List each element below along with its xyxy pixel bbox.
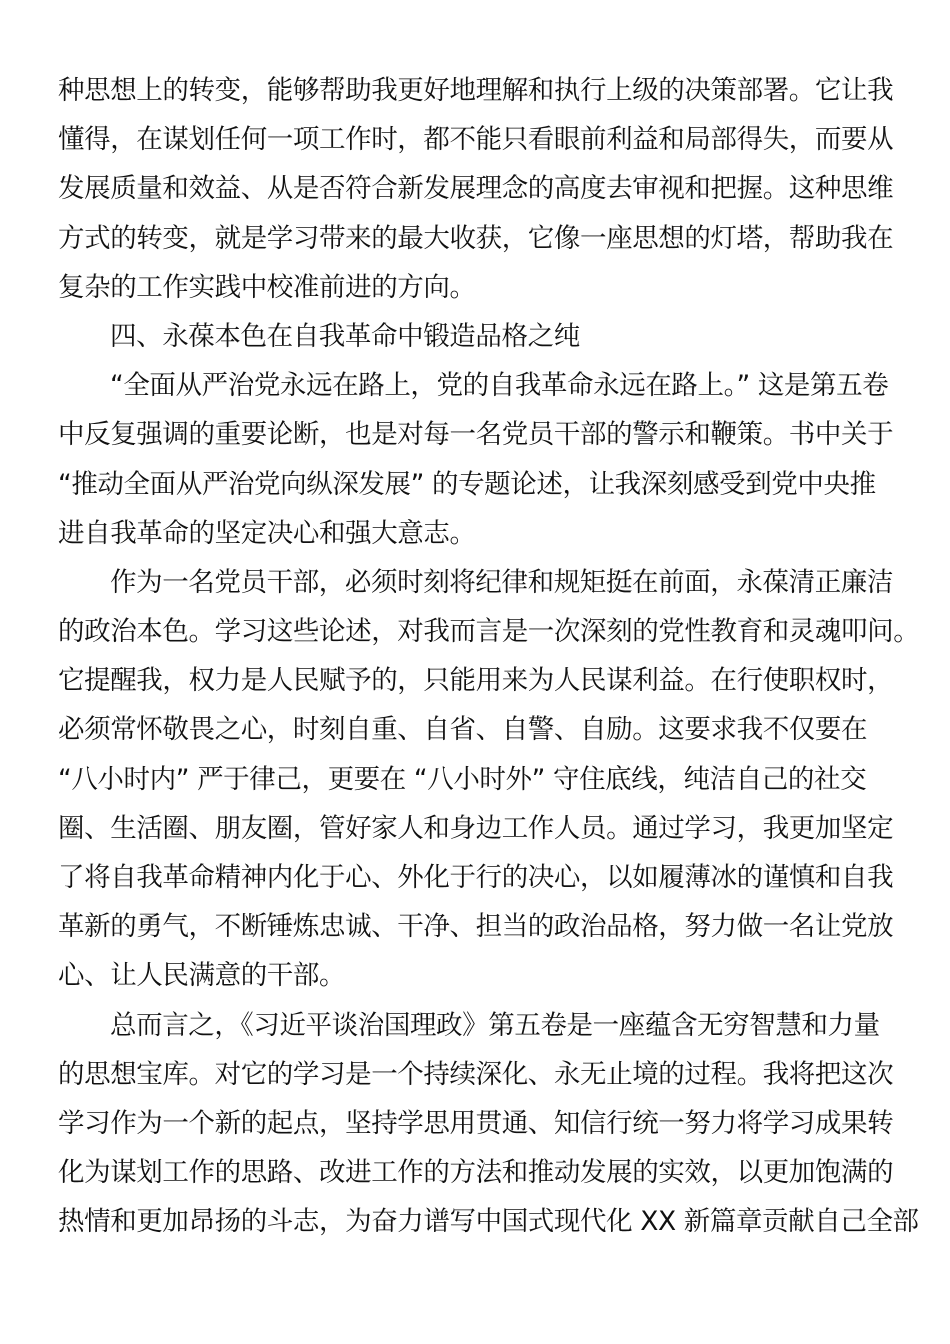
section-heading: 四、永葆本色在自我革命中锻造品格之纯 (110, 320, 580, 352)
document-body (58, 66, 920, 1247)
paragraph-line: 心、让人民满意的干部。 (58, 960, 346, 992)
paragraph-line: “推动全面从严治党向纵深发展” 的专题论述，让我深刻感受到党中央推 (58, 468, 876, 500)
paragraph-line: 它提醒我，权力是人民赋予的，只能用来为人民谋利益。在行使职权时， (58, 665, 894, 697)
paragraph-line: “全面从严治党永远在路上，党的自我革命永远在路上。” 这是第五卷 (110, 370, 889, 402)
paragraph-line: 的思想宝库。对它的学习是一个持续深化、永无止境的过程。我将把这次 (58, 1058, 894, 1090)
paragraph-line: 的政治本色。学习这些论述，对我而言是一次深刻的党性教育和灵魂叩问。 (58, 616, 920, 648)
paragraph-line: 复杂的工作实践中校准前进的方向。 (58, 271, 476, 303)
paragraph-line: 懂得，在谋划任何一项工作时，都不能只看眼前利益和局部得失，而要从 (58, 124, 894, 156)
paragraph-line: 中反复强调的重要论断，也是对每一名党员干部的警示和鞭策。书中关于 (58, 419, 894, 451)
paragraph-line: 革新的勇气，不断锤炼忠诚、干净、担当的政治品格，努力做一名让党放 (58, 911, 894, 943)
paragraph-line: 进自我革命的坚定决心和强大意志。 (58, 517, 476, 549)
paragraph-line: 发展质量和效益、从是否符合新发展理念的高度去审视和把握。这种思维 (58, 173, 894, 205)
paragraph-line: 了将自我革命精神内化于心、外化于行的决心，以如履薄冰的谨慎和自我 (58, 862, 894, 893)
paragraph-line: 作为一名党员干部，必须时刻将纪律和规矩挺在前面，永葆清正廉洁 (110, 566, 893, 598)
paragraph-line: “八小时内” 严于律己，更要在 “八小时外” 守住底线，纯洁自己的社交 (58, 763, 867, 795)
paragraph-line: 圈、生活圈、朋友圈，管好家人和身边工作人员。通过学习，我更加坚定 (58, 812, 894, 844)
paragraph-line: 学习作为一个新的起点，坚持学思用贯通、知信行统一努力将学习成果转 (58, 1107, 894, 1139)
paragraph-line: 热情和更加昂扬的斗志，为奋力谱写中国式现代化 XX 新篇章贡献自己全部 (58, 1206, 919, 1238)
paragraph-line: 必须常怀敬畏之心，时刻自重、自省、自警、自励。这要求我不仅要在 (58, 714, 868, 746)
paragraph-line: 种思想上的转变，能够帮助我更好地理解和执行上级的决策部署。它让我 (58, 75, 894, 106)
paragraph-line: 总而言之，《习近平谈治国理政》第五卷是一座蕴含无穷智慧和力量 (110, 1009, 880, 1041)
paragraph-line: 方式的转变，就是学习带来的最大收获，它像一座思想的灯塔，帮助我在 (58, 222, 894, 254)
paragraph-line: 化为谋划工作的思路、改进工作的方法和推动发展的实效，以更加饱满的 (58, 1157, 894, 1189)
